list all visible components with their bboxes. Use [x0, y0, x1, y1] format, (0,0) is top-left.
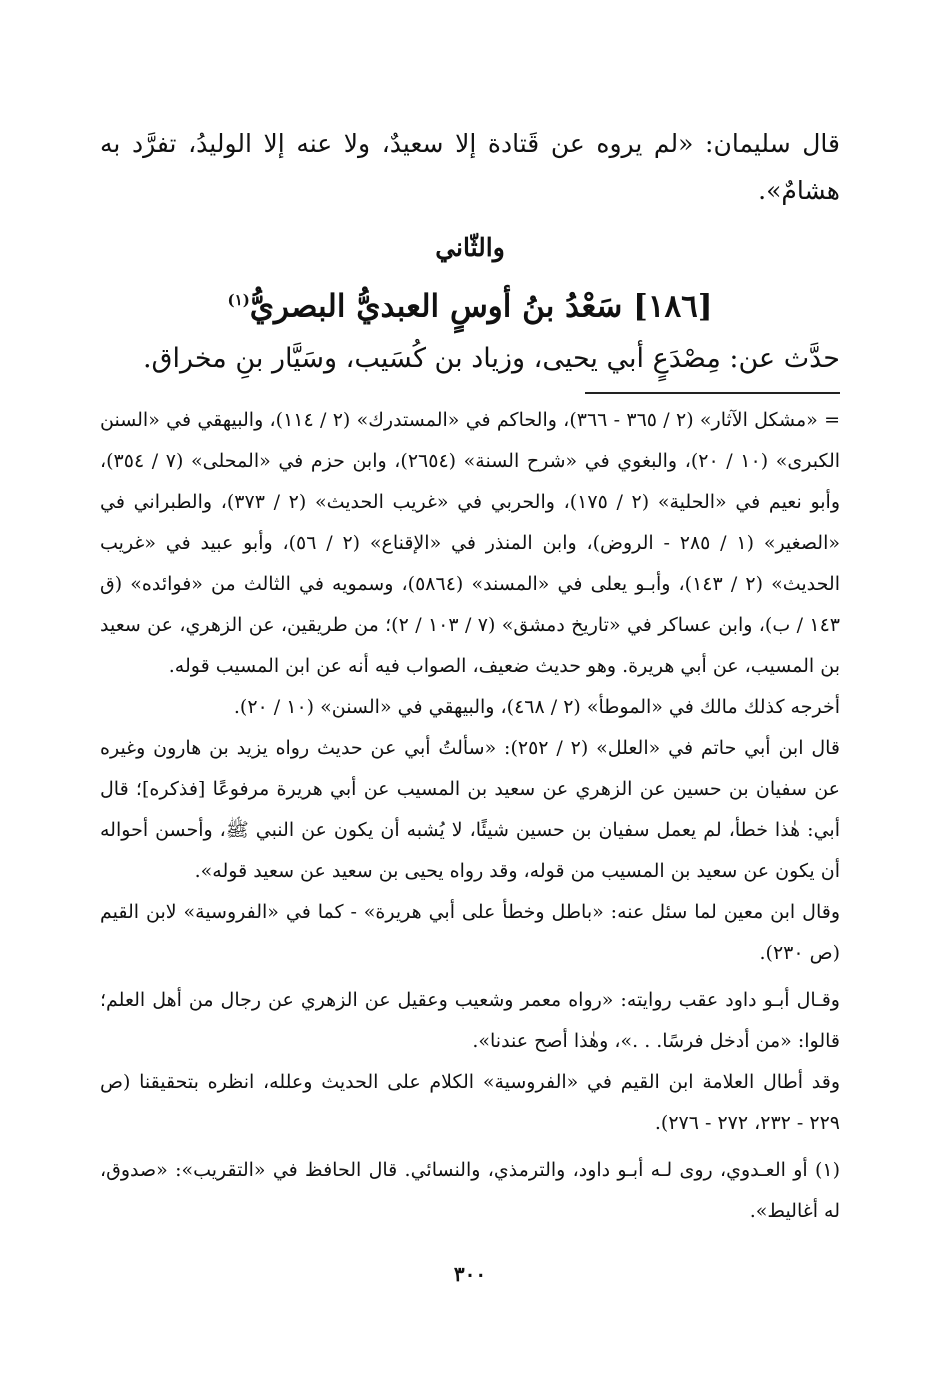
footnote-separator [585, 392, 840, 394]
footnote-ibn-maeen: وقال ابن معين لما سئل عنه: «باطل وخطأ على أبي هريرة» - كما في «الفروسية» لابن القيم (ص ٢٣٠). [100, 901, 840, 965]
footnote-ilal: قال ابن أبي حاتم في «العلل» (٢ / ٢٥٢): «سألتُ أبي عن حديث رواه يزيد بن هارون وغيره عن سفيان بن حسين عن الزهري عن سعيد بن المسيب عن أبي هريرة مرفوعًا [فذكره]؛ قال أبي: هٰذا خطأ، لم يعمل سفيان بن حسين شيئًا، لا يُشبه أن يكون عن النبي ﷺ، وأحسن أحواله أن يكون عن سعيد بن المسيب من قوله، وقد رواه يحيى بن سعيد عن سعيد قوله». [100, 737, 840, 883]
narrators-line: حدَّث عن: مِصْدَعٍ أبي يحيى، وزياد بن كُسَيب، وسَيَّار بنِ مخراق. [142, 343, 840, 375]
footnote-abu-dawud: وقـال أبـو داود عقب روايته: «رواه معمر وشعيب وعقيل عن الزهري عن رجال من أهل العلم؛ قالوا: «من أدخل فرسًا. . .»، وهٰذا أصح عندنا». [100, 989, 840, 1053]
footnote-continuation: = «مشكل الآثار» (٢ / ٣٦٥ - ٣٦٦)، والحاكم في «المستدرك» (٢ / ١١٤)، والبيهقي في «السنن الكبرى» (١٠ / ٢٠)، والبغوي في «شرح السنة» (٢٦٥٤)، وابن حزم في «المحلى» (٧ / ٣٥٤)، وأبو نعيم في «الحلية» (٢ / ١٧٥)، والحربي في «غريب الحديث» (٢ / ٣٧٣)، والطبراني في «الصغير» (١ / ٢٨٥ - الروض)، وابن المنذر في «الإقناع» (٢ / ٥٦)، وأبو عبيد في «غريب الحديث» (٢ / ١٤٣)، وأبـو يعلى في «المسند» (٥٨٦٤)، وسمويه في الثالث من «فوائده» (ق ١٤٣ / ب)، وابن عساكر في «تاريخ دمشق» (٧ / ١٠٣ / ٢)؛ من طريقين، عن الزهري، عن سعيد بن المسيب، عن أبي هريرة. وهو حديث ضعيف، الصواب فيه أنه عن ابن المسيب قوله. [100, 409, 841, 678]
footnote-malik: أخرجه كذلك مالك في «الموطأ» (٢ / ٤٦٨)، والبيهقي في «السنن» (١٠ / ٢٠). [233, 696, 840, 719]
main-paragraph: قال سليمان: «لم يروه عن قَتادة إلا سعيدٌ، ولا عنه إلا الوليدُ، تفرَّد به هشامٌ». [100, 129, 840, 205]
page-body [100, 120, 840, 1232]
section-subheading: والثّاني [435, 233, 505, 262]
footnote-1: (١) أو العـدوي، روى لـه أبـو داود، والترمذي، والنسائي. قال الحافظ في «التقريب»: «صدوق، له أغاليط». [100, 1159, 840, 1223]
footnote-ibn-qayyim: وقد أطال العلامة ابن القيم في «الفروسية» الكلام على الحديث وعلله، انظره بتحقيقنا (ص ٢٢٩ - ٢٣٢، ٢٧٢ - ٢٧٦). [100, 1071, 840, 1135]
page-number: ٣٠٠ [453, 1262, 487, 1286]
footnote-marker: (١) [227, 291, 250, 309]
entry-title-text: [١٨٦] سَعْدُ بنُ أوسٍ العبديُّ البصريُّ [249, 288, 713, 325]
entry-title [100, 276, 840, 330]
